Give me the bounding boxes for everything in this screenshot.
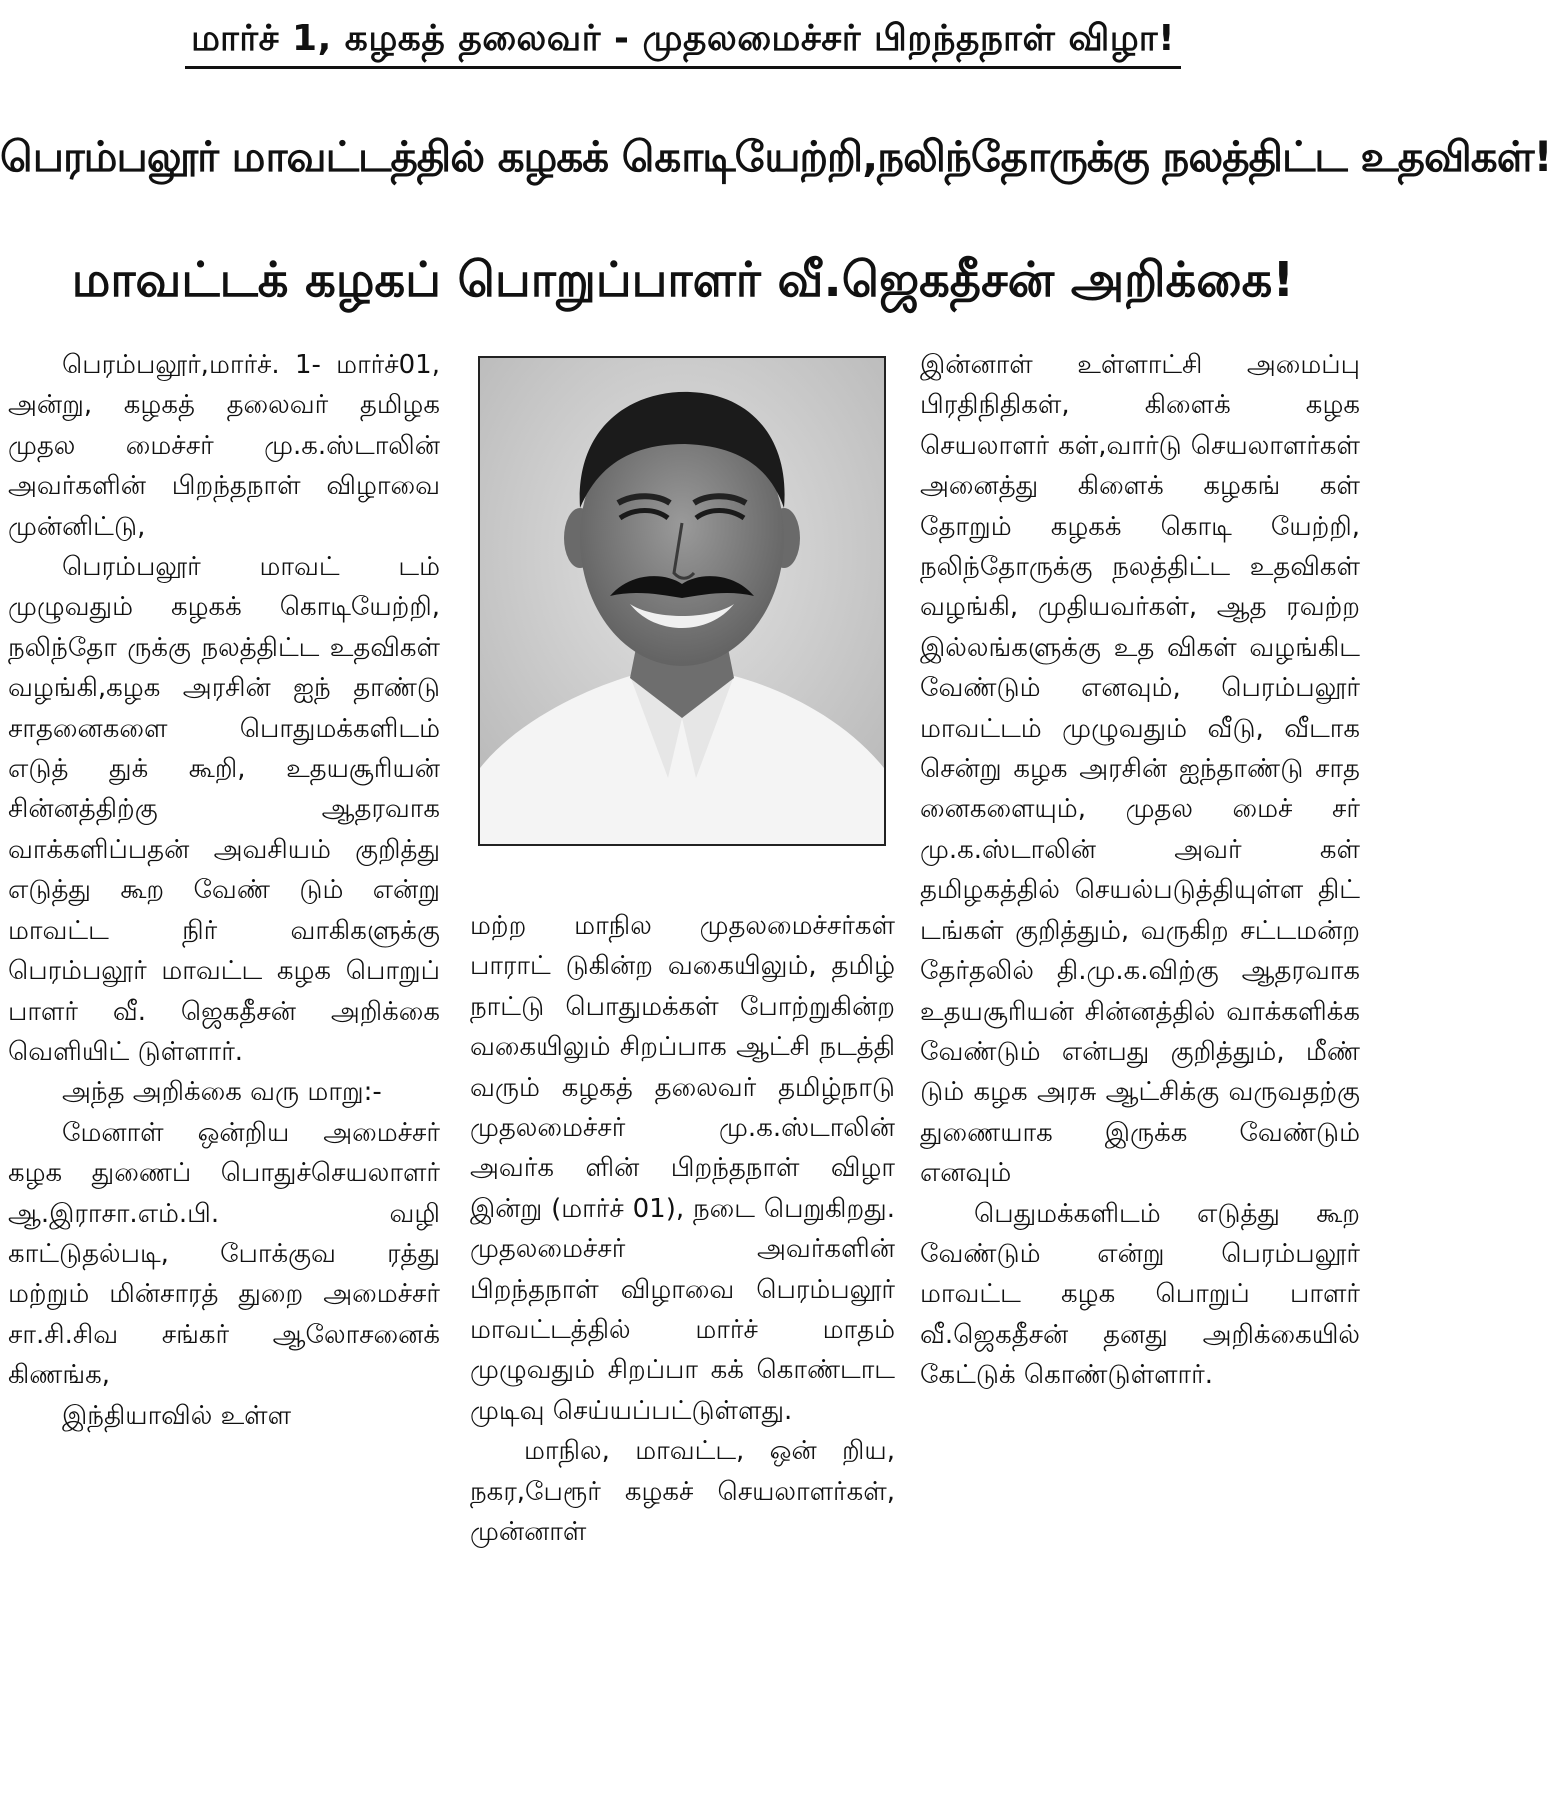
paragraph: இன்னாள் உள்ளாட்சி அமைப்பு பிரதிநிதிகள், கிளைக் கழக செயலாளர் கள்,வார்டு செயலாளர்கள் அனைத்து கிளைக் கழகங் கள் தோறும் கழகக் கொடி யேற்றி, நலிந்தோருக்கு நலத்திட்ட உதவிகள் வழங்கி, முதியவர்கள், ஆத ரவற்ற இல்லங்களுக்கு உத விகள் வழங்கிட வேண்டும் எனவும், பெரம்பலூர் மாவட்டம் முழுவதும் வீடு, வீடாக சென்று கழக அரசின் ஐந்தாண்டு சாத னைகளையும், முதல மைச் சர் மு.க.ஸ்டாலின் அவர் கள் தமிழகத்தில் செயல்படுத்தியுள்ள திட் டங்கள் குறித்தும், வருகிற சட்டமன்ற தேர்தலில் தி.மு.க.விற்கு ஆதரவாக உதயசூரியன் சின்னத்தில் வாக்களிக்க வேண்டும் என்பது குறித்தும், மீண் டும் கழக அரசு ஆட்சிக்கு வருவதற்கு துணையாக இருக்க வேண்டும் எனவும் [920, 350, 1360, 1189]
paragraph: மற்ற மாநில முதலமைச்சர்கள் பாராட் டுகின்ற வகையிலும், தமிழ் நாட்டு பொதுமக்கள் போற்றுகின்ற வகையிலும் சிறப்பாக ஆட்சி நடத்தி வரும் கழகத் தலைவர் தமிழ்நாடு முதலமைச்சர் மு.க.ஸ்டாலின் அவர்க ளின் பிறந்தநாள் விழா இன்று (மார்ச் 01), நடை பெறுகிறது. முதலமைச்சர் அவர்களின் பிறந்தநாள் விழாவை பெரம்பலூர் மாவட்டத்தில் மார்ச் மாதம் முழுவதும் சிறப்பா கக் கொண்டாட முடிவு செய்யப்பட்டுள்ளது. [470, 911, 895, 1426]
kicker-banner [0, 0, 1366, 88]
paragraph: மேனாள் ஒன்றிய அமைச்சர் கழக துணைப் பொதுச்செயலாளர் ஆ.இராசா.எம்.பி. வழி காட்டுதல்படி, போக்குவ ரத்து மற்றும் மின்சாரத் துறை அமைச்சர் சா.சி.சிவ சங்கர் ஆலோசனைக் கிணங்க, [8, 1117, 440, 1391]
portrait-photo [478, 356, 886, 846]
paragraph: மாநில, மாவட்ட, ஒன் றிய, நகர,பேரூர் கழகச் செயலாளர்கள், முன்னாள் [470, 1436, 895, 1548]
portrait-illustration [480, 358, 884, 844]
article-column-left [8, 345, 440, 1805]
paragraph: பெரம்பலூர்,மார்ச். 1- மார்ச்01, அன்று, கழகத் தலைவர் தமிழக முதல மைச்சர் மு.க.ஸ்டாலின் அவர்களின் பிறந்தநாள் விழாவை முன்னிட்டு, [8, 350, 440, 542]
article-column-right [920, 345, 1360, 1805]
paragraph: அந்த அறிக்கை வரு மாறு:- [62, 1077, 382, 1108]
paragraph: பெதுமக்களிடம் எடுத்து கூற வேண்டும் என்று பெரம்பலூர் மாவட்ட கழக பொறுப் பாளர் வீ.ஜெகதீசன் தனது அறிக்கையில் கேட்டுக் கொண்டுள்ளார். [920, 1198, 1360, 1391]
paragraph: இந்தியாவில் உள்ள [62, 1400, 292, 1431]
sub-headline: மாவட்டக் கழகப் பொறுப்பாளர் வீ.ஜெகதீசன் அறிக்கை! [71, 252, 1295, 308]
article-column-middle [470, 906, 895, 1806]
kicker-text: மார்ச் 1, கழகத் தலைவர் - முதலமைச்சர் பிறந்தநாள் விழா! [185, 18, 1181, 69]
headline: பெரம்பலூர் மாவட்டத்தில் கழகக் கொடியேற்றி,நலிந்தோருக்கு நலத்திட்ட உதவிகள்! [0, 132, 1552, 181]
paragraph: பெரம்பலூர் மாவட் டம் முழுவதும் கழகக் கொடியேற்றி, நலிந்தோ ருக்கு நலத்திட்ட உதவிகள் வழங்கி,கழக அரசின் ஐந் தாண்டு சாதனைகளை பொதுமக்களிடம் எடுத் துக் கூறி, உதயசூரியன் சின்னத்திற்கு ஆதரவாக வாக்களிப்பதன் அவசியம் குறித்து எடுத்து கூற வேண் டும் என்று மாவட்ட நிர் வாகிகளுக்கு பெரம்பலூர் மாவட்ட கழக பொறுப் பாளர் வீ. ஜெகதீசன் அறிக்கை வெளியிட் டுள்ளார். [8, 552, 440, 1067]
